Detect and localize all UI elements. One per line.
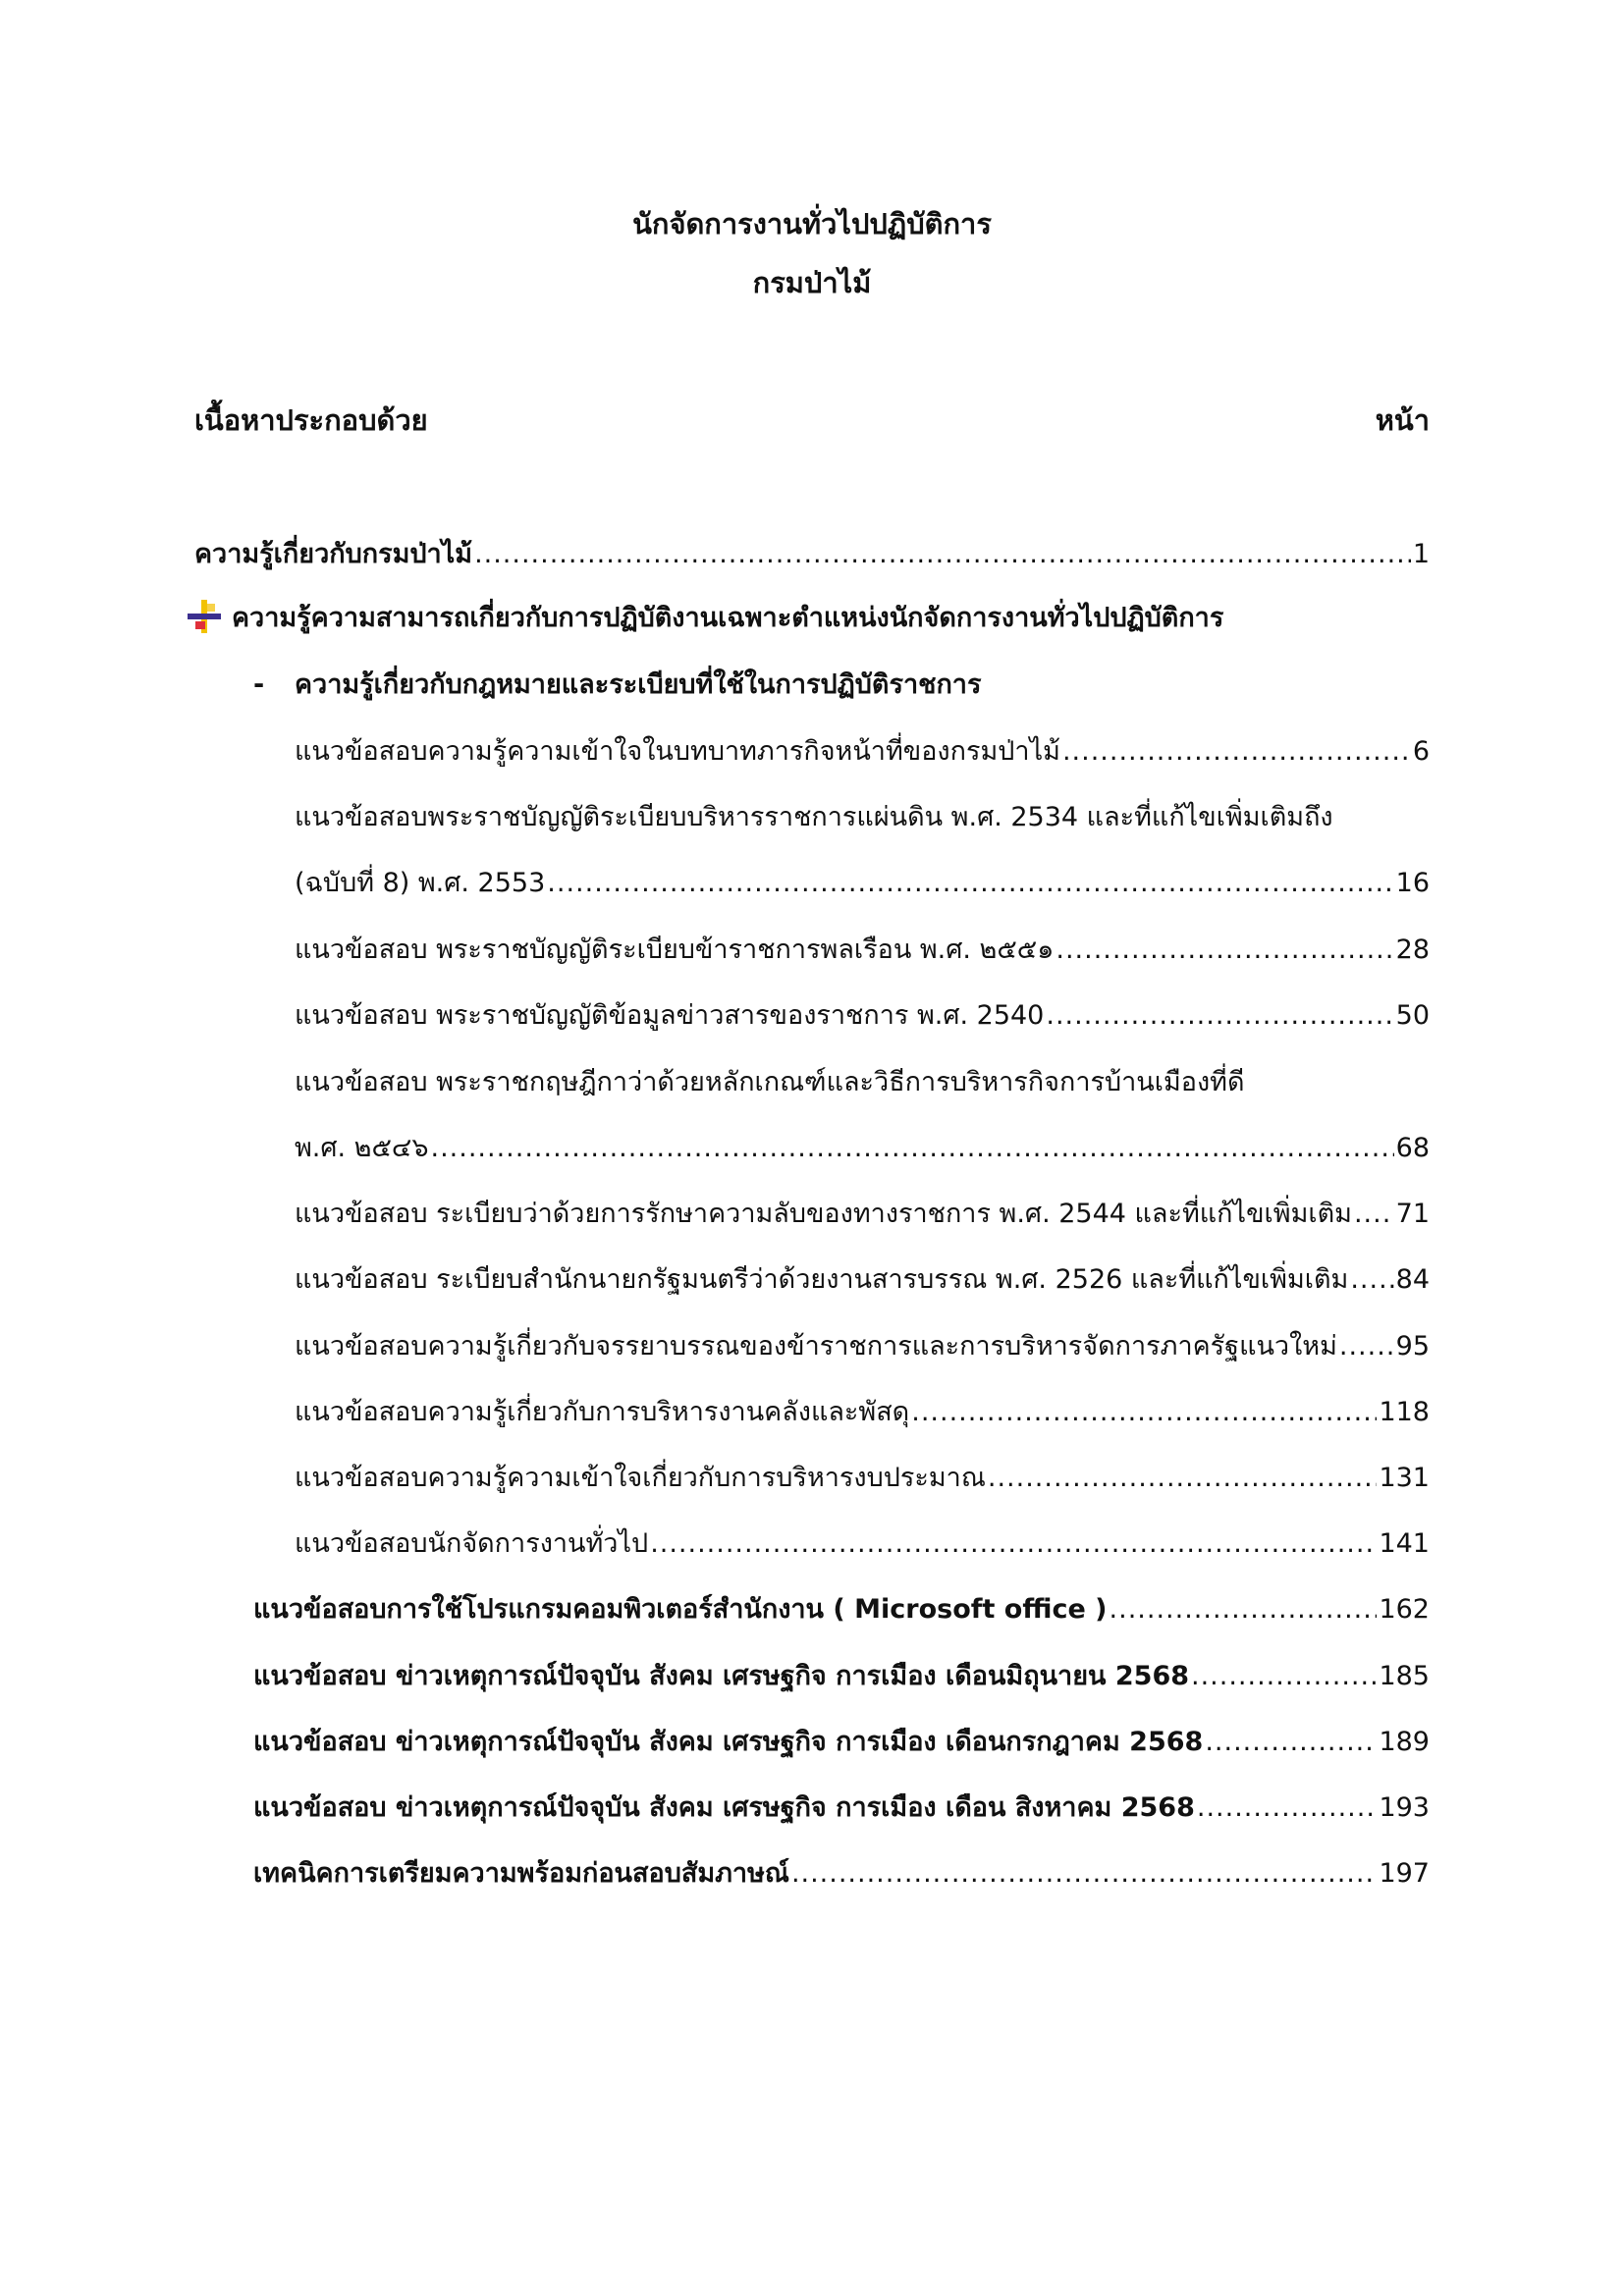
toc-item[interactable]: แนวข้อสอบ พระราชกฤษฎีกาว่าด้วยหลักเกณฑ์และวิธีการบริหารกิจการบ้านเมืองที่ดี xyxy=(295,1067,1245,1097)
toc-item-page: 162 xyxy=(1379,1594,1430,1625)
toc-item-page: 71 xyxy=(1395,1199,1430,1229)
leader-dots xyxy=(650,1526,1377,1562)
toc-item-page: 141 xyxy=(1379,1528,1430,1559)
leader-dots xyxy=(474,537,1411,572)
toc-header-contents: เนื้อหาประกอบด้วย xyxy=(194,403,428,437)
toc-item-page: 68 xyxy=(1395,1133,1430,1163)
toc-item-text: แนวข้อสอบ พระราชบัญญัติระเบียบข้าราชการพลเรือน พ.ศ. ๒๕๕๑ xyxy=(295,934,1055,965)
toc-item-text: แนวข้อสอบ ข่าวเหตุการณ์ปัจจุบัน สังคม เศรษฐกิจ การเมือง เดือนมิถุนายน 2568 xyxy=(253,1661,1190,1691)
toc-item-text: แนวข้อสอบความรู้ความเข้าใจในบทบาทภารกิจหน้าที่ของกรมป่าไม้ xyxy=(295,736,1060,767)
toc-item[interactable] xyxy=(295,1262,1430,1298)
toc-item[interactable] xyxy=(295,933,1430,968)
toc-bold-item[interactable] xyxy=(253,1790,1430,1826)
toc-item-page: 6 xyxy=(1412,736,1430,767)
toc-item[interactable] xyxy=(295,734,1430,770)
toc-item-page: 28 xyxy=(1395,934,1430,965)
toc-item-page: 118 xyxy=(1379,1397,1430,1427)
toc-item-page: 185 xyxy=(1379,1661,1430,1691)
leader-dots xyxy=(1046,998,1393,1034)
toc-item-page: 84 xyxy=(1395,1264,1430,1295)
toc-item-text: (ฉบับที่ 8) พ.ศ. 2553 xyxy=(295,868,546,898)
toc-header-page: หน้า xyxy=(1375,403,1430,437)
leader-dots xyxy=(547,866,1393,901)
document-title: นักจัดการงานทั่วไปปฏิบัติการ xyxy=(632,207,992,240)
toc-item-page: 189 xyxy=(1379,1727,1430,1757)
toc-item-page: 197 xyxy=(1379,1858,1430,1889)
toc-item-page: 193 xyxy=(1379,1792,1430,1823)
toc-item-text: แนวข้อสอบความรู้ความเข้าใจเกี่ยวกับการบริหารงบประมาณ xyxy=(295,1463,986,1493)
leader-dots xyxy=(988,1461,1378,1496)
toc-bold-item[interactable] xyxy=(253,1659,1430,1694)
leader-dots xyxy=(1110,1592,1378,1628)
leader-dots xyxy=(1056,933,1393,968)
toc-item[interactable] xyxy=(295,1131,1430,1166)
toc-item[interactable]: แนวข้อสอบพระราชบัญญัติระเบียบบริหารราชการแผ่นดิน พ.ศ. 2534 และที่แก้ไขเพิ่มเติมถึง xyxy=(295,802,1333,832)
leader-dots xyxy=(1197,1790,1378,1826)
toc-item-page: 95 xyxy=(1395,1331,1430,1362)
subsection-dash: - xyxy=(253,669,265,700)
leader-dots xyxy=(431,1131,1394,1166)
toc-entry-page: 1 xyxy=(1412,539,1430,569)
toc-item-text: แนวข้อสอบ พระราชบัญญัติข้อมูลข่าวสารของราชการ พ.ศ. 2540 xyxy=(295,1000,1045,1031)
toc-item-text: แนวข้อสอบนักจัดการงานทั่วไป xyxy=(295,1528,649,1559)
toc-item-text: แนวข้อสอบการใช้โปรแกรมคอมพิวเตอร์สำนักงาน ( Microsoft office ) xyxy=(253,1594,1108,1625)
toc-item-text: แนวข้อสอบ ข่าวเหตุการณ์ปัจจุบัน สังคม เศรษฐกิจ การเมือง เดือน สิงหาคม 2568 xyxy=(253,1792,1195,1823)
leader-dots xyxy=(911,1395,1377,1430)
toc-item-page: 16 xyxy=(1395,868,1430,898)
toc-item-page: 50 xyxy=(1395,1000,1430,1031)
toc-item[interactable] xyxy=(295,1526,1430,1562)
toc-item[interactable] xyxy=(295,998,1430,1034)
toc-subsection-law[interactable]: ความรู้เกี่ยวกับกฎหมายและระเบียบที่ใช้ในการปฏิบัติราชการ xyxy=(295,669,982,700)
organization-title: กรมป่าไม้ xyxy=(752,266,872,299)
leader-dots xyxy=(1350,1262,1393,1298)
toc-bold-item[interactable] xyxy=(253,1592,1430,1628)
toc-item-text: เทคนิคการเตรียมความพร้อมก่อนสอบสัมภาษณ์ xyxy=(253,1858,789,1889)
toc-item-text: แนวข้อสอบความรู้เกี่ยวกับจรรยาบรรณของข้าราชการและการบริหารจัดการภาครัฐแนวใหม่ xyxy=(295,1331,1337,1362)
leader-dots xyxy=(1062,734,1411,770)
toc-item-text: แนวข้อสอบความรู้เกี่ยวกับการบริหารงานคลังและพัสดุ xyxy=(295,1397,910,1427)
toc-item[interactable] xyxy=(295,1461,1430,1496)
toc-bold-item[interactable] xyxy=(253,1856,1430,1892)
leader-dots xyxy=(1205,1725,1377,1760)
toc-item-text: แนวข้อสอบ ระเบียบสำนักนายกรัฐมนตรีว่าด้วยงานสารบรรณ พ.ศ. 2526 และที่แก้ไขเพิ่มเติม xyxy=(295,1264,1349,1295)
toc-section-job-skills[interactable]: ความรู้ความสามารถเกี่ยวกับการปฏิบัติงานเฉพาะตำแหน่งนักจัดการงานทั่วไปปฏิบัติการ xyxy=(232,603,1224,633)
toc-item[interactable] xyxy=(295,1395,1430,1430)
toc-entry-forest-department[interactable] xyxy=(194,537,1430,572)
toc-bold-item[interactable] xyxy=(253,1725,1430,1760)
toc-item[interactable] xyxy=(295,1329,1430,1364)
toc-item-page: 131 xyxy=(1379,1463,1430,1493)
leader-dots xyxy=(1354,1197,1394,1232)
toc-item[interactable] xyxy=(295,866,1430,901)
toc-item-text: แนวข้อสอบ ข่าวเหตุการณ์ปัจจุบัน สังคม เศรษฐกิจ การเมือง เดือนกรกฎาคม 2568 xyxy=(253,1727,1204,1757)
toc-item[interactable] xyxy=(295,1197,1430,1232)
leader-dots xyxy=(1339,1329,1394,1364)
toc-item-text: พ.ศ. ๒๕๔๖ xyxy=(295,1133,429,1163)
leader-dots xyxy=(791,1856,1378,1892)
leader-dots xyxy=(1191,1659,1377,1694)
toc-item-text: แนวข้อสอบ ระเบียบว่าด้วยการรักษาความลับของทางราชการ พ.ศ. 2544 และที่แก้ไขเพิ่มเติม xyxy=(295,1199,1352,1229)
toc-entry-text: ความรู้เกี่ยวกับกรมป่าไม้ xyxy=(194,539,473,569)
four-point-star-bullet-icon xyxy=(188,600,221,633)
